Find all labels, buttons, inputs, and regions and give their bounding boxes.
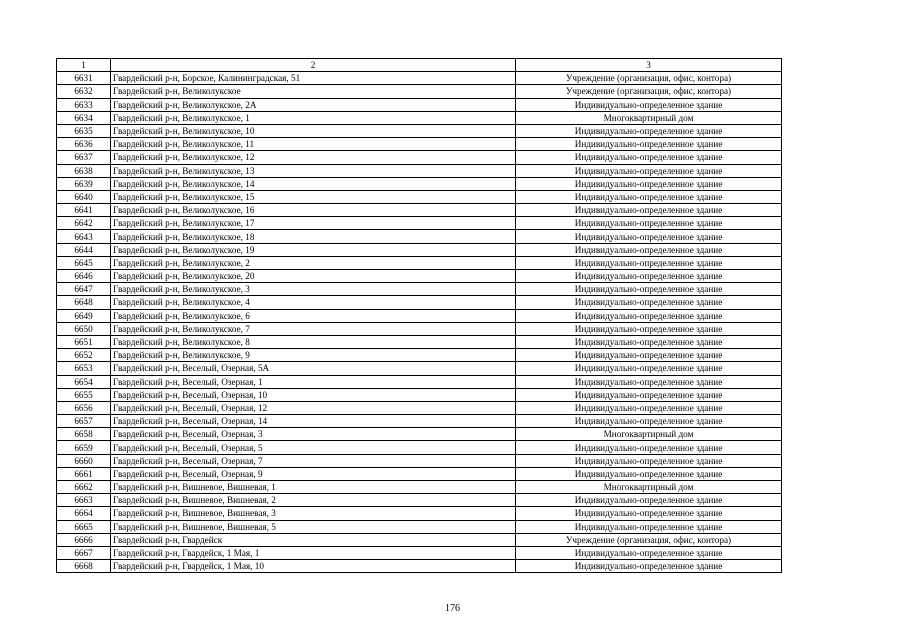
row-number: 6662: [57, 481, 111, 494]
table-row: [57, 177, 782, 190]
row-number: 6660: [57, 454, 111, 467]
building-type-cell: Индивидуально-определенное здание: [516, 164, 782, 177]
address-cell: Гвардейский р-н, Великолукское, 3: [111, 283, 516, 296]
building-type-cell: Индивидуально-определенное здание: [516, 335, 782, 348]
header-col-1: 1: [57, 59, 111, 72]
row-number: 6654: [57, 375, 111, 388]
row-number: 6667: [57, 546, 111, 559]
address-cell: Гвардейский р-н, Великолукское, 7: [111, 322, 516, 335]
row-number: 6665: [57, 520, 111, 533]
table-row: [57, 243, 782, 256]
row-number: 6658: [57, 428, 111, 441]
table-row: [57, 283, 782, 296]
building-type-cell: Индивидуально-определенное здание: [516, 190, 782, 203]
building-type-cell: Многоквартирный дом: [516, 481, 782, 494]
row-number: 6646: [57, 270, 111, 283]
row-number: 6642: [57, 217, 111, 230]
address-cell: Гвардейский р-н, Веселый, Озерная, 5: [111, 441, 516, 454]
address-cell: Гвардейский р-н, Великолукское, 17: [111, 217, 516, 230]
address-cell: Гвардейский р-н, Вишневое, Вишневая, 3: [111, 507, 516, 520]
address-cell: Гвардейский р-н, Великолукское, 2А: [111, 98, 516, 111]
row-number: 6632: [57, 85, 111, 98]
address-cell: Гвардейский р-н, Великолукское: [111, 85, 516, 98]
row-number: 6638: [57, 164, 111, 177]
table-row: [57, 309, 782, 322]
row-number: 6643: [57, 230, 111, 243]
table-row: [57, 322, 782, 335]
address-cell: Гвардейский р-н, Гвардейск: [111, 533, 516, 546]
address-cell: Гвардейский р-н, Вишневое, Вишневая, 5: [111, 520, 516, 533]
row-number: 6663: [57, 494, 111, 507]
row-number: 6641: [57, 204, 111, 217]
table-row: [57, 507, 782, 520]
building-type-cell: Индивидуально-определенное здание: [516, 230, 782, 243]
row-number: 6645: [57, 256, 111, 269]
building-type-cell: Индивидуально-определенное здание: [516, 296, 782, 309]
building-type-cell: Учреждение (организация, офис, контора): [516, 533, 782, 546]
table-row: [57, 546, 782, 559]
address-cell: Гвардейский р-н, Великолукское, 18: [111, 230, 516, 243]
table-row: [57, 164, 782, 177]
table-row: [57, 230, 782, 243]
address-cell: Гвардейский р-н, Веселый, Озерная, 7: [111, 454, 516, 467]
row-number: 6647: [57, 283, 111, 296]
header-row: [57, 59, 782, 72]
address-cell: Гвардейский р-н, Великолукское, 20: [111, 270, 516, 283]
row-number: 6631: [57, 72, 111, 85]
building-type-cell: Индивидуально-определенное здание: [516, 204, 782, 217]
building-type-cell: Индивидуально-определенное здание: [516, 138, 782, 151]
table-row: [57, 454, 782, 467]
row-number: 6644: [57, 243, 111, 256]
address-cell: Гвардейский р-н, Великолукское, 9: [111, 349, 516, 362]
building-type-cell: Индивидуально-определенное здание: [516, 309, 782, 322]
table-row: [57, 296, 782, 309]
building-type-cell: Индивидуально-определенное здание: [516, 283, 782, 296]
row-number: 6648: [57, 296, 111, 309]
building-type-cell: Многоквартирный дом: [516, 428, 782, 441]
table-row: [57, 256, 782, 269]
table-row: [57, 401, 782, 414]
address-cell: Гвардейский р-н, Веселый, Озерная, 5А: [111, 362, 516, 375]
row-number: 6637: [57, 151, 111, 164]
building-type-cell: Индивидуально-определенное здание: [516, 546, 782, 559]
row-number: 6633: [57, 98, 111, 111]
table-row: [57, 217, 782, 230]
address-cell: Гвардейский р-н, Вишневое, Вишневая, 1: [111, 481, 516, 494]
address-cell: Гвардейский р-н, Веселый, Озерная, 3: [111, 428, 516, 441]
row-number: 6639: [57, 177, 111, 190]
table-row: [57, 467, 782, 480]
address-cell: Гвардейский р-н, Великолукское, 19: [111, 243, 516, 256]
row-number: 6634: [57, 111, 111, 124]
row-number: 6657: [57, 415, 111, 428]
building-type-cell: Учреждение (организация, офис, контора): [516, 85, 782, 98]
table-row: [57, 560, 782, 573]
address-cell: Гвардейский р-н, Великолукское, 13: [111, 164, 516, 177]
building-type-cell: Индивидуально-определенное здание: [516, 507, 782, 520]
building-type-cell: Индивидуально-определенное здание: [516, 388, 782, 401]
address-cell: Гвардейский р-н, Великолукское, 4: [111, 296, 516, 309]
table-row: [57, 98, 782, 111]
address-cell: Гвардейский р-н, Великолукское, 11: [111, 138, 516, 151]
row-number: 6651: [57, 335, 111, 348]
building-type-cell: Индивидуально-определенное здание: [516, 560, 782, 573]
table-row: [57, 428, 782, 441]
building-type-cell: Индивидуально-определенное здание: [516, 177, 782, 190]
table-row: [57, 415, 782, 428]
address-cell: Гвардейский р-н, Веселый, Озерная, 14: [111, 415, 516, 428]
table-row: [57, 388, 782, 401]
address-cell: Гвардейский р-н, Великолукское, 6: [111, 309, 516, 322]
table-row: [57, 349, 782, 362]
page-number: 176: [445, 603, 460, 614]
building-type-cell: Индивидуально-определенное здание: [516, 256, 782, 269]
address-cell: Гвардейский р-н, Великолукское, 10: [111, 124, 516, 137]
table-row: [57, 362, 782, 375]
address-cell: Гвардейский р-н, Великолукское, 2: [111, 256, 516, 269]
address-cell: Гвардейский р-н, Борское, Калининградская, 51: [111, 72, 516, 85]
table-row: [57, 124, 782, 137]
row-number: 6650: [57, 322, 111, 335]
registry-table: [56, 58, 782, 573]
address-cell: Гвардейский р-н, Вишневое, Вишневая, 2: [111, 494, 516, 507]
row-number: 6649: [57, 309, 111, 322]
building-type-cell: Индивидуально-определенное здание: [516, 217, 782, 230]
row-number: 6653: [57, 362, 111, 375]
address-cell: Гвардейский р-н, Великолукское, 12: [111, 151, 516, 164]
row-number: 6664: [57, 507, 111, 520]
building-type-cell: Индивидуально-определенное здание: [516, 401, 782, 414]
building-type-cell: Индивидуально-определенное здание: [516, 98, 782, 111]
building-type-cell: Индивидуально-определенное здание: [516, 270, 782, 283]
address-cell: Гвардейский р-н, Веселый, Озерная, 12: [111, 401, 516, 414]
row-number: 6659: [57, 441, 111, 454]
table-row: [57, 204, 782, 217]
address-cell: Гвардейский р-н, Гвардейск, 1 Мая, 1: [111, 546, 516, 559]
address-cell: Гвардейский р-н, Веселый, Озерная, 9: [111, 467, 516, 480]
row-number: 6656: [57, 401, 111, 414]
row-number: 6640: [57, 190, 111, 203]
building-type-cell: Индивидуально-определенное здание: [516, 322, 782, 335]
table-row: [57, 375, 782, 388]
building-type-cell: Индивидуально-определенное здание: [516, 415, 782, 428]
address-cell: Гвардейский р-н, Веселый, Озерная, 1: [111, 375, 516, 388]
building-type-cell: Индивидуально-определенное здание: [516, 349, 782, 362]
building-type-cell: Многоквартирный дом: [516, 111, 782, 124]
address-cell: Гвардейский р-н, Великолукское, 15: [111, 190, 516, 203]
table-row: [57, 111, 782, 124]
table-body: [57, 59, 782, 573]
table-row: [57, 441, 782, 454]
table-row: [57, 335, 782, 348]
table-row: [57, 481, 782, 494]
building-type-cell: Индивидуально-определенное здание: [516, 362, 782, 375]
table-row: [57, 85, 782, 98]
building-type-cell: Индивидуально-определенное здание: [516, 467, 782, 480]
building-type-cell: Индивидуально-определенное здание: [516, 124, 782, 137]
table-row: [57, 72, 782, 85]
row-number: 6635: [57, 124, 111, 137]
row-number: 6636: [57, 138, 111, 151]
header-col-3: 3: [516, 59, 782, 72]
row-number: 6652: [57, 349, 111, 362]
address-cell: Гвардейский р-н, Веселый, Озерная, 10: [111, 388, 516, 401]
table-row: [57, 494, 782, 507]
table-row: [57, 533, 782, 546]
building-type-cell: Учреждение (организация, офис, контора): [516, 72, 782, 85]
table-row: [57, 138, 782, 151]
building-type-cell: Индивидуально-определенное здание: [516, 375, 782, 388]
address-cell: Гвардейский р-н, Великолукское, 14: [111, 177, 516, 190]
building-type-cell: Индивидуально-определенное здание: [516, 494, 782, 507]
table-row: [57, 151, 782, 164]
address-cell: Гвардейский р-н, Великолукское, 1: [111, 111, 516, 124]
building-type-cell: Индивидуально-определенное здание: [516, 151, 782, 164]
building-type-cell: Индивидуально-определенное здание: [516, 441, 782, 454]
building-type-cell: Индивидуально-определенное здание: [516, 520, 782, 533]
table-row: [57, 270, 782, 283]
table-row: [57, 520, 782, 533]
building-type-cell: Индивидуально-определенное здание: [516, 454, 782, 467]
address-cell: Гвардейский р-н, Великолукское, 8: [111, 335, 516, 348]
row-number: 6666: [57, 533, 111, 546]
table-row: [57, 190, 782, 203]
address-cell: Гвардейский р-н, Великолукское, 16: [111, 204, 516, 217]
building-type-cell: Индивидуально-определенное здание: [516, 243, 782, 256]
row-number: 6655: [57, 388, 111, 401]
row-number: 6668: [57, 560, 111, 573]
header-col-2: 2: [111, 59, 516, 72]
address-cell: Гвардейский р-н, Гвардейск, 1 Мая, 10: [111, 560, 516, 573]
row-number: 6661: [57, 467, 111, 480]
